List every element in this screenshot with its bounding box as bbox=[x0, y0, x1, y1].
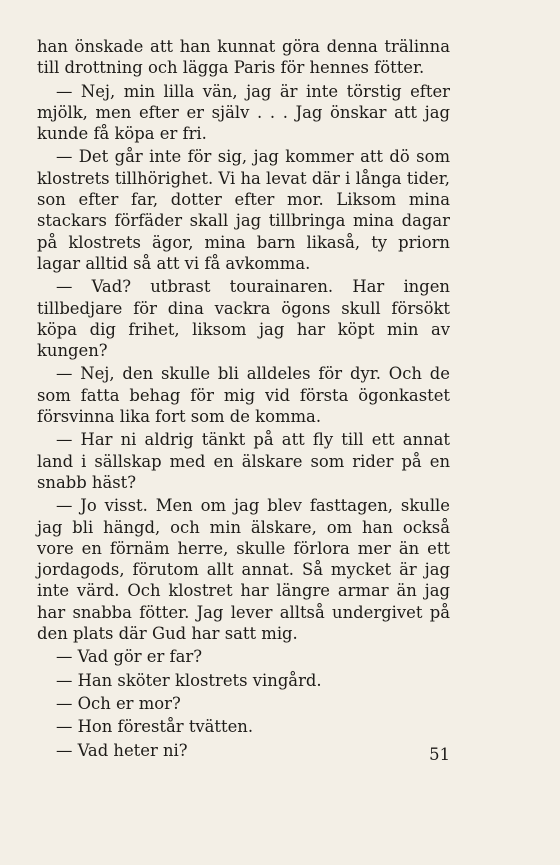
paragraph-5: — Nej, den skulle bli alldeles för dyr. Och de som fatta behag för mig vid första ögonkastet försvinna lika fort som de komma. bbox=[37, 364, 450, 427]
paragraph-2: — Nej, min lilla vän, jag är inte törstig efter mjölk, men efter er själv . . . Jag önskar att jag kunde få köpa er fri. bbox=[37, 81, 450, 144]
paragraph-1: han önskade att han kunnat göra denna trälinna till drottning och lägga Paris för hennes fötter. bbox=[37, 37, 450, 78]
paragraph-4: — Vad? utbrast tourainaren. Har ingen tillbedjare för dina vackra ögons skull försökt köpa dig frihet, liksom jag har köpt min av kungen? bbox=[37, 277, 450, 361]
paragraph-7: — Jo visst. Men om jag blev fasttagen, skulle jag bli hängd, och min älskare, om han också vore en förnäm herre, skulle förlora mer än ett jordagods, förutom allt annat. Så mycket är jag inte värd. Och klostret har längre armar än jag har snabba fötter. Jag lever alltså undergivet på den plats där Gud har satt mig. bbox=[37, 496, 450, 644]
paragraph-12: — Vad heter ni? bbox=[56, 740, 188, 760]
body-text bbox=[37, 36, 450, 761]
paragraph-3: — Det går inte för sig, jag kommer att dö som klostrets tillhörighet. Vi ha levat där i långa tider, son efter far, dotter efter mor. Liksom mina stackars förfäder skall jag tillbringa mina dagar på klostrets ägor, mina barn likaså, ty priorn lagar alltid så att vi få avkomma. bbox=[37, 147, 450, 273]
paragraph-11: — Hon förestår tvätten. bbox=[56, 717, 254, 737]
paragraph-10: — Och er mor? bbox=[56, 693, 181, 713]
page-number: 51 bbox=[429, 745, 450, 764]
paragraph-8: — Vad gör er far? bbox=[56, 647, 203, 667]
paragraph-6: — Har ni aldrig tänkt på att fly till ett annat land i sällskap med en älskare som rider på en snabb häst? bbox=[37, 430, 450, 492]
paragraph-9: — Han sköter klostrets vingård. bbox=[56, 670, 322, 690]
